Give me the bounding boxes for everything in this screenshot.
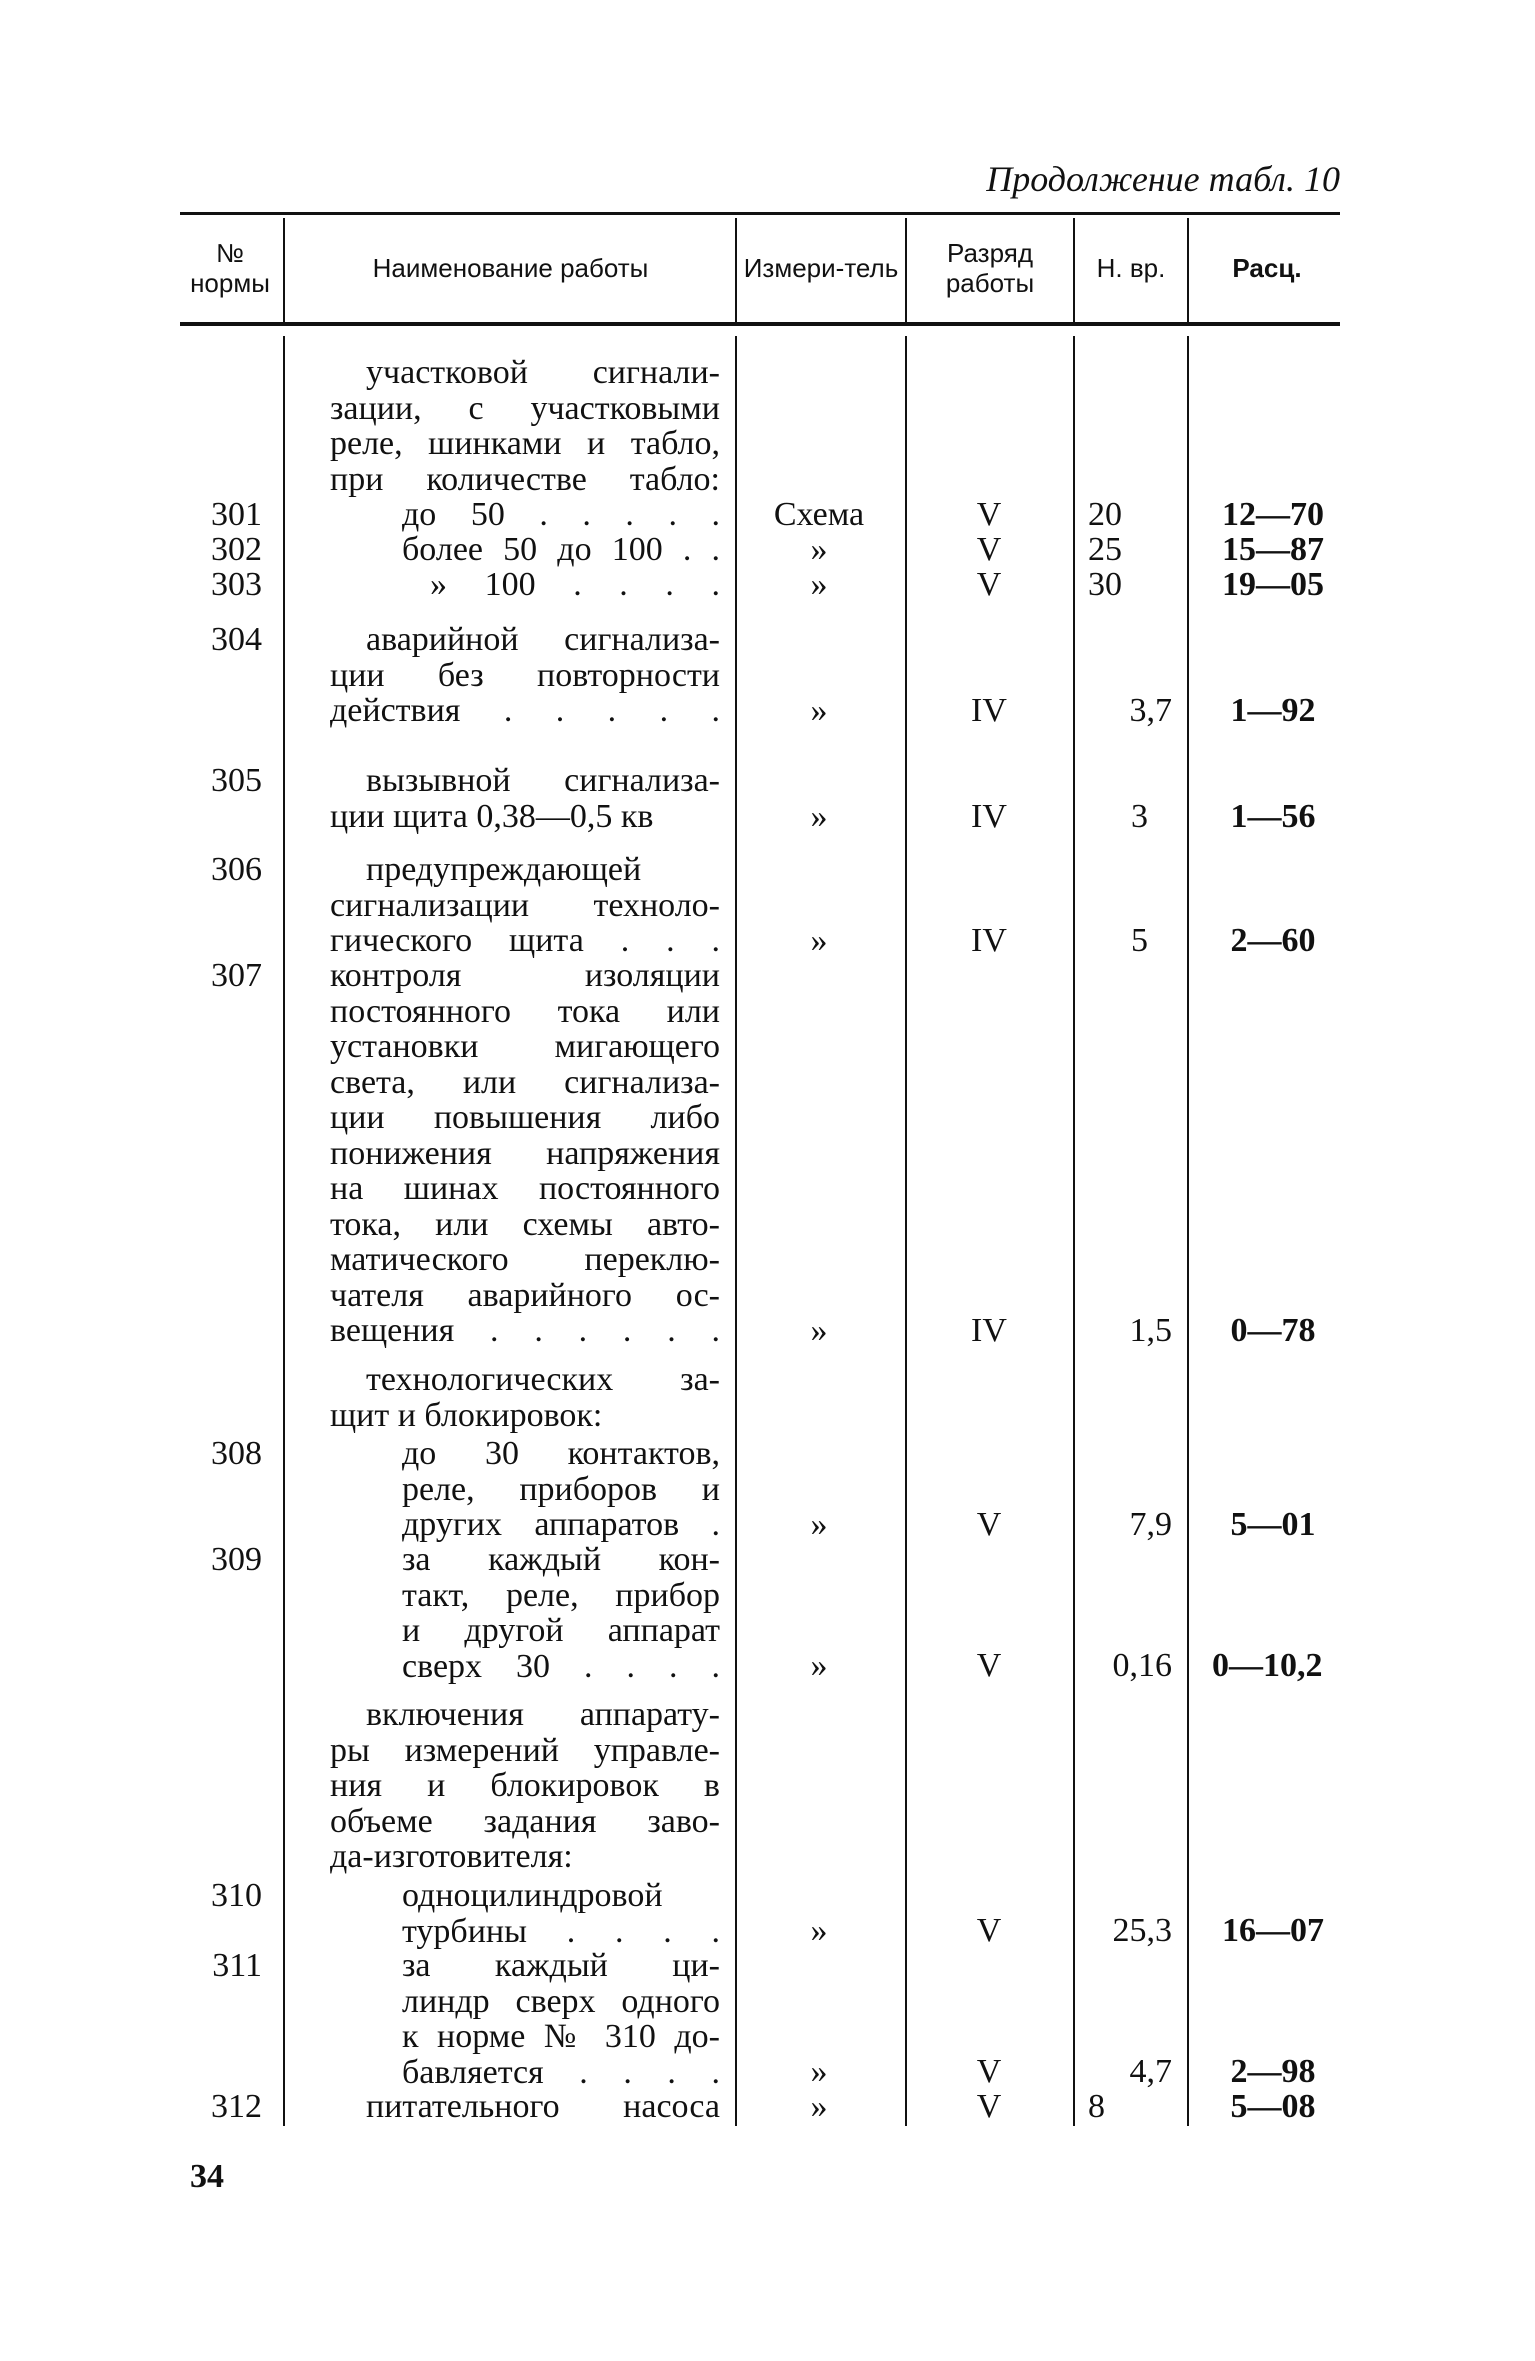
rate: 15—87: [1222, 531, 1324, 568]
measure-unit: »: [810, 1647, 828, 1684]
norm-number: 306: [211, 851, 262, 888]
work-name: включения аппарату- ры измерений управле- ния и блокировок в объеме задания заво- да-изготовителя:: [330, 1696, 720, 1875]
measure-unit: »: [810, 922, 828, 959]
header-measure-unit: Измери-тель: [743, 253, 899, 283]
norm-number: 305: [211, 762, 262, 799]
column-separator: [1073, 218, 1075, 322]
measure-unit: »: [810, 2088, 828, 2125]
header-norm-number: № нормы: [190, 238, 270, 298]
rate: 16—07: [1222, 1912, 1324, 1949]
measure-unit: »: [810, 531, 828, 568]
norm-number: 304: [211, 621, 262, 658]
rate: 0—10,2: [1212, 1647, 1323, 1684]
work-name: участковой сигнали- зации, с участковыми реле, шинками и табло, при количестве табло: до 50 . . . . .: [330, 354, 720, 533]
work-category: V: [976, 1912, 1002, 1949]
page-number: 34: [190, 2158, 224, 2195]
norm-number: 312: [211, 2088, 262, 2125]
header-rate: Расц.: [1232, 253, 1302, 283]
table-top-rule: [180, 212, 1340, 215]
time-norm: 1,5: [1129, 1312, 1172, 1349]
work-category: IV: [971, 1312, 1007, 1349]
column-separator: [905, 218, 907, 322]
time-norm: 4,7: [1129, 2053, 1172, 2090]
time-norm: 20: [1088, 496, 1122, 533]
norm-number: 311: [212, 1947, 262, 1984]
work-name: до 30 контактов, реле, приборов и других аппаратов .: [402, 1435, 720, 1543]
work-name: » 100 . . . .: [430, 566, 720, 603]
work-category: V: [976, 531, 1002, 568]
work-category: V: [976, 1506, 1002, 1543]
work-name: контроля изоляции постоянного тока или установки мигающего света, или сигнализа- ции повышения либо понижения напряжения на шинах постоянного тока, или схемы авто- матического переклю- чателя аварийного ос- вещения . . . . . .: [330, 957, 720, 1349]
header-work-name: Наименование работы: [372, 253, 649, 283]
measure-unit: »: [810, 798, 828, 835]
measure-unit: »: [810, 566, 828, 603]
rate: 0—78: [1230, 1312, 1316, 1349]
measure-unit: »: [810, 1912, 828, 1949]
column-separator: [1187, 218, 1189, 322]
table-header-rule: [180, 322, 1340, 326]
time-norm: 7,9: [1129, 1506, 1172, 1543]
norm-number: 310: [211, 1877, 262, 1914]
rate: 5—01: [1230, 1506, 1316, 1543]
work-category: V: [976, 1647, 1002, 1684]
norm-number: 301: [211, 496, 262, 533]
rate: 1—56: [1230, 798, 1316, 835]
measure-unit: »: [810, 1506, 828, 1543]
header-work-category: Разряд работы: [945, 238, 1035, 298]
norm-number: 302: [211, 531, 262, 568]
column-separator: [905, 336, 907, 2126]
rate: 2—98: [1230, 2053, 1316, 2090]
column-separator: [735, 218, 737, 322]
work-name: предупреждающей сигнализации техноло- гического щита . . .: [330, 851, 720, 959]
rate: 5—08: [1230, 2088, 1316, 2125]
time-norm: 5: [1131, 922, 1148, 959]
time-norm: 3: [1131, 798, 1148, 835]
time-norm: 25,3: [1112, 1912, 1172, 1949]
measure-unit: »: [810, 2053, 828, 2090]
work-category: V: [976, 496, 1002, 533]
rate: 12—70: [1222, 496, 1324, 533]
work-name: питательного насоса: [366, 2088, 720, 2125]
norm-number: 309: [211, 1541, 262, 1578]
column-separator: [735, 336, 737, 2126]
time-norm: 8: [1088, 2088, 1105, 2125]
work-name: за каждый кон- такт, реле, прибор и другой аппарат сверх 30 . . . .: [402, 1541, 720, 1685]
work-name: вызывной сигнализа- ции щита 0,38—0,5 кв: [330, 762, 720, 835]
rate: 2—60: [1230, 922, 1316, 959]
work-category: IV: [971, 798, 1007, 835]
work-name: одноцилиндровой турбины . . . .: [402, 1877, 720, 1950]
header-time-norm: Н. вр.: [1096, 253, 1166, 283]
norm-number: 307: [211, 957, 262, 994]
work-category: IV: [971, 692, 1007, 729]
time-norm: 3,7: [1129, 692, 1172, 729]
time-norm: 25: [1088, 531, 1122, 568]
time-norm: 30: [1088, 566, 1122, 603]
work-category: V: [976, 2088, 1002, 2125]
rate: 1—92: [1230, 692, 1316, 729]
work-category: V: [976, 2053, 1002, 2090]
work-name: аварийной сигнализа- ции без повторности действия . . . . .: [330, 621, 720, 729]
work-name: технологических за- щит и блокировок:: [330, 1361, 720, 1434]
work-category: IV: [971, 922, 1007, 959]
work-category: V: [976, 566, 1002, 603]
column-separator: [283, 336, 285, 2126]
time-norm: 0,16: [1112, 1647, 1172, 1684]
norm-number: 308: [211, 1435, 262, 1472]
measure-unit: Схема: [773, 496, 865, 533]
column-separator: [1073, 336, 1075, 2126]
measure-unit: »: [810, 1312, 828, 1349]
column-separator: [283, 218, 285, 322]
norm-number: 303: [211, 566, 262, 603]
table-continuation-caption: Продолжение табл. 10: [986, 159, 1340, 199]
work-name: более 50 до 100 . .: [402, 531, 720, 568]
rate: 19—05: [1222, 566, 1324, 603]
measure-unit: »: [810, 692, 828, 729]
work-name: за каждый ци- линдр сверх одного к норме № 310 до- бавляется . . . .: [402, 1947, 720, 2091]
column-separator: [1187, 336, 1189, 2126]
